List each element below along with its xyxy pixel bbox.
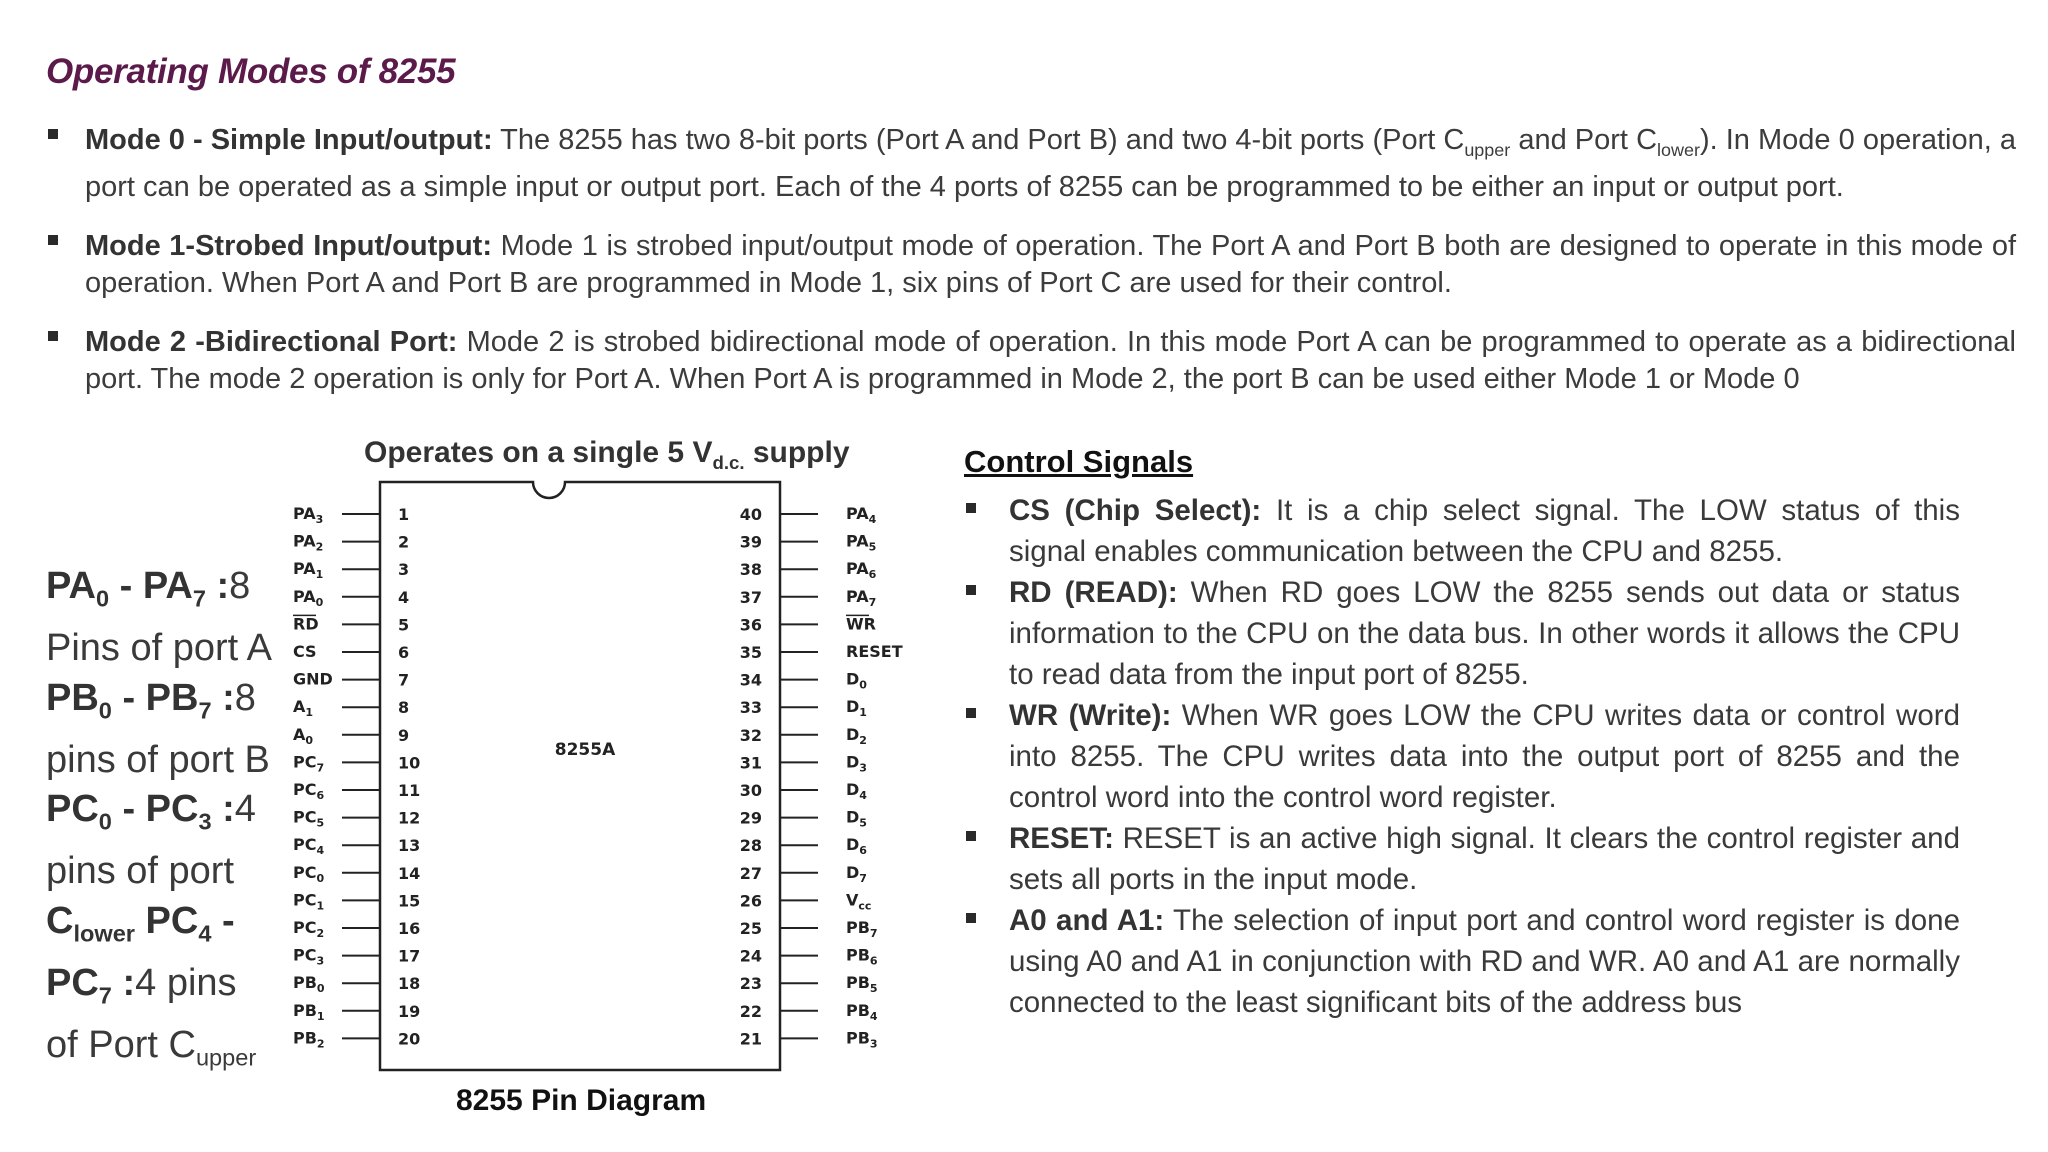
pin-35-number: 35: [739, 643, 762, 662]
control-signals-list: [964, 490, 1960, 1023]
pin-8-label: $A_1$: [293, 697, 314, 720]
pin-33-label: $D_1$: [846, 697, 867, 720]
pin-7-label: GND: [293, 669, 333, 689]
pin-37-number: 37: [739, 587, 762, 607]
pin-22-number: 22: [739, 1001, 762, 1021]
pin-18-label: $PB_0$: [293, 973, 325, 996]
supply-caption: Operates on a single 5 $V_{d.c.}$ supply: [364, 436, 850, 473]
pc-lower-label: $PC_0 - PC_3$ :: [46, 788, 235, 835]
pb-text: 8 pins of port B: [46, 676, 270, 781]
pin-1-number: 1: [398, 505, 410, 524]
pin-26-label: $V_{cc}$: [846, 890, 872, 913]
pa-label: $PA_0 - PA_7$ :: [46, 565, 230, 612]
pin-27-number: 27: [739, 863, 762, 883]
pin-11-label: $PC_6$: [293, 780, 325, 802]
pin-7-number: 7: [398, 670, 410, 690]
control-signal-rd: [964, 572, 1960, 695]
pin-10-number: 10: [398, 753, 421, 773]
pin-32-label: $D_2$: [846, 724, 867, 747]
pin-34-number: 34: [739, 670, 762, 690]
pin-35-label: RESET: [846, 642, 903, 661]
modes-list: [46, 122, 2016, 420]
pin-23-label: $PB_5$: [846, 973, 878, 996]
pin-39-label: $PA_5$: [846, 531, 877, 554]
slide-title: Operating Modes of 8255: [46, 52, 456, 91]
pin-13-label: $PC_4$: [293, 835, 325, 858]
mode-2-text: Mode 2 is strobed bidirectional mode of operation. In this mode Port A can be programmed to operate as a bidirectional port. The mode 2 operation is only for Port A. When Port A is programmed in Mode 2, the port B can be used either Mode 1 or Mode 0: [85, 325, 2016, 395]
pin-24-number: 24: [739, 946, 762, 966]
mode-0-text-c: ). In Mode 0 operation, a port can be operated as a simple input or output port. Each of the 4 ports of 8255 can be programmed to be either an input or output port.: [85, 124, 2017, 203]
cs-text: It is a chip select signal. The LOW status of this signal enables communication between the CPU and 8255.: [1009, 494, 1960, 568]
pin-26-number: 26: [739, 891, 762, 911]
c-lower-label: $C_{lower}$: [46, 899, 135, 947]
pin-21-number: 21: [739, 1029, 762, 1049]
mode-1-text: Mode 1 is strobed input/output mode of operation. The Port A and Port B both are designed to operate in this mode of operation. When Port A and Port B are programmed in Mode 1, six pins of Port C are used for their control.: [85, 229, 2017, 299]
mode-1-item: [46, 228, 2016, 302]
pin-4-label: $PA_0$: [293, 586, 324, 609]
pin-21-label: $PB_3$: [846, 1028, 878, 1051]
pin-25-number: 25: [739, 919, 762, 938]
mode-0-sub-upper: upper: [1464, 139, 1511, 160]
pin-14-number: 14: [398, 863, 421, 883]
square-bullet-icon: [48, 235, 58, 245]
pc-upper-text: 4 pins of Port C: [46, 961, 237, 1066]
pin-9-number: 9: [398, 725, 410, 745]
pin-3-label: $PA_1$: [293, 559, 324, 582]
pin-30-label: $D_4$: [846, 780, 867, 802]
pin-10-label: $PC_7$: [293, 752, 325, 775]
pin-28-label: $D_6$: [846, 835, 867, 858]
pin-32-number: 32: [739, 725, 762, 745]
pin-9-label: $A_0$: [293, 724, 314, 747]
pin-6-label: CS: [293, 642, 317, 661]
pin-13-number: 13: [398, 836, 421, 856]
pin-38-number: 38: [739, 560, 762, 580]
pin-5-label: RD: [293, 614, 319, 634]
port-pin-summary: [46, 562, 278, 1083]
rd-heading: RD (READ):: [1009, 576, 1178, 609]
pin-24-label: $PB_6$: [846, 945, 878, 968]
pin-34-label: $D_0$: [846, 669, 867, 692]
pc-lower-text: 4 pins of port: [46, 788, 256, 893]
mode-0-heading: Mode 0 - Simple Input/output:: [85, 124, 493, 156]
pc-upper-label: $PC_4 - PC_7$ :: [46, 899, 235, 1009]
pin-4-number: 4: [398, 587, 410, 607]
pin-33-number: 33: [739, 698, 762, 718]
pin-28-number: 28: [739, 836, 762, 856]
pin-20-number: 20: [398, 1029, 421, 1049]
mode-0-text-b: and Port C: [1510, 124, 1658, 156]
mode-1-heading: Mode 1-Strobed Input/output:: [85, 229, 492, 262]
control-signal-cs: [964, 490, 1960, 572]
control-signal-wr: [964, 695, 1960, 818]
pin-diagram-caption: 8255 Pin Diagram: [456, 1084, 707, 1117]
square-bullet-icon: [966, 708, 976, 718]
pin-39-number: 39: [739, 532, 762, 552]
pin-31-label: $D_3$: [846, 752, 867, 775]
square-bullet-icon: [48, 129, 58, 139]
pin-23-number: 23: [739, 974, 762, 994]
control-signals-heading: Control Signals: [964, 444, 1194, 479]
pin-17-number: 17: [398, 946, 421, 966]
pin-diagram: [280, 470, 940, 1080]
pin-8-number: 8: [398, 698, 410, 718]
pin-40-number: 40: [739, 505, 762, 524]
pin-3-number: 3: [398, 560, 410, 580]
mode-0-sub-lower: lower: [1657, 139, 1700, 160]
pin-6-number: 6: [398, 643, 410, 662]
pin-40-label: $PA_4$: [846, 504, 877, 526]
pa-text: 8 Pins of port A: [46, 565, 270, 670]
mode-0-text: The 8255 has two 8-bit ports (Port A and Port B) and two 4-bit ports (Port C: [492, 124, 1465, 156]
pin-37-label: $PA_7$: [846, 586, 877, 609]
chip-label: 8255A: [554, 740, 616, 760]
a0-a1-text: The selection of input port and control word register is done using A0 and A1 in conjunction with RD and WR. A0 and A1 are normally connected to the least significant bits of the address bus: [1009, 904, 1960, 1019]
wr-heading: WR (Write):: [1009, 699, 1172, 732]
reset-heading: RESET:: [1009, 822, 1114, 855]
pin-12-label: $PC_5$: [293, 807, 325, 830]
pin-1-label: $PA_3$: [293, 504, 324, 526]
rd-text: When RD goes LOW the 8255 sends out data or status information to the CPU on the data bus. In other words it allows the CPU to read data from the input port of 8255.: [1009, 576, 1960, 691]
pin-16-label: $PC_2$: [293, 918, 325, 940]
pin-38-label: $PA_6$: [846, 559, 877, 582]
pin-31-number: 31: [739, 753, 762, 773]
square-bullet-icon: [966, 503, 976, 513]
c-upper-sub: upper: [195, 1044, 257, 1071]
cs-heading: CS (Chip Select):: [1009, 494, 1262, 527]
reset-text: RESET is an active high signal. It clears the control register and sets all ports in the input mode.: [1009, 822, 1960, 896]
mode-2-item: [46, 324, 2016, 398]
pin-29-label: $D_5$: [846, 807, 867, 830]
pin-12-number: 12: [398, 808, 421, 828]
pin-15-label: $PC_1$: [293, 890, 325, 913]
wr-text: When WR goes LOW the CPU writes data or control word into 8255. The CPU writes data into the output port of 8255 and the control word into the control word register.: [1009, 699, 1960, 814]
mode-0-item: [46, 122, 2016, 206]
pin-5-number: 5: [398, 615, 410, 635]
pin-27-label: $D_7$: [846, 862, 867, 885]
pin-30-number: 30: [739, 781, 762, 800]
pin-29-number: 29: [739, 808, 762, 828]
square-bullet-icon: [966, 585, 976, 595]
pin-11-number: 11: [398, 781, 421, 800]
a0-a1-heading: A0 and A1:: [1009, 904, 1165, 937]
control-signal-a0-a1: [964, 900, 1960, 1023]
pin-36-label: WR: [846, 614, 876, 634]
square-bullet-icon: [966, 913, 976, 923]
pin-25-label: $PB_7$: [846, 918, 878, 940]
pin-16-number: 16: [398, 919, 421, 938]
pin-19-number: 19: [398, 1001, 421, 1021]
pin-2-number: 2: [398, 532, 410, 552]
chip-body: [380, 482, 780, 1070]
pin-15-number: 15: [398, 891, 421, 911]
control-signal-reset: [964, 818, 1960, 900]
square-bullet-icon: [48, 331, 58, 341]
pin-19-label: $PB_1$: [293, 1000, 325, 1023]
pin-22-label: $PB_4$: [846, 1000, 878, 1023]
mode-2-heading: Mode 2 -Bidirectional Port:: [85, 325, 458, 358]
square-bullet-icon: [966, 831, 976, 841]
pin-17-label: $PC_3$: [293, 945, 325, 968]
pb-label: $PB_0 - PB_7$ :: [46, 676, 235, 724]
pin-14-label: $PC_0$: [293, 862, 325, 885]
pin-2-label: $PA_2$: [293, 531, 324, 554]
pin-20-label: $PB_2$: [293, 1028, 325, 1051]
pin-36-number: 36: [739, 615, 762, 635]
pins-layer: [293, 504, 903, 1050]
pin-18-number: 18: [398, 974, 421, 994]
